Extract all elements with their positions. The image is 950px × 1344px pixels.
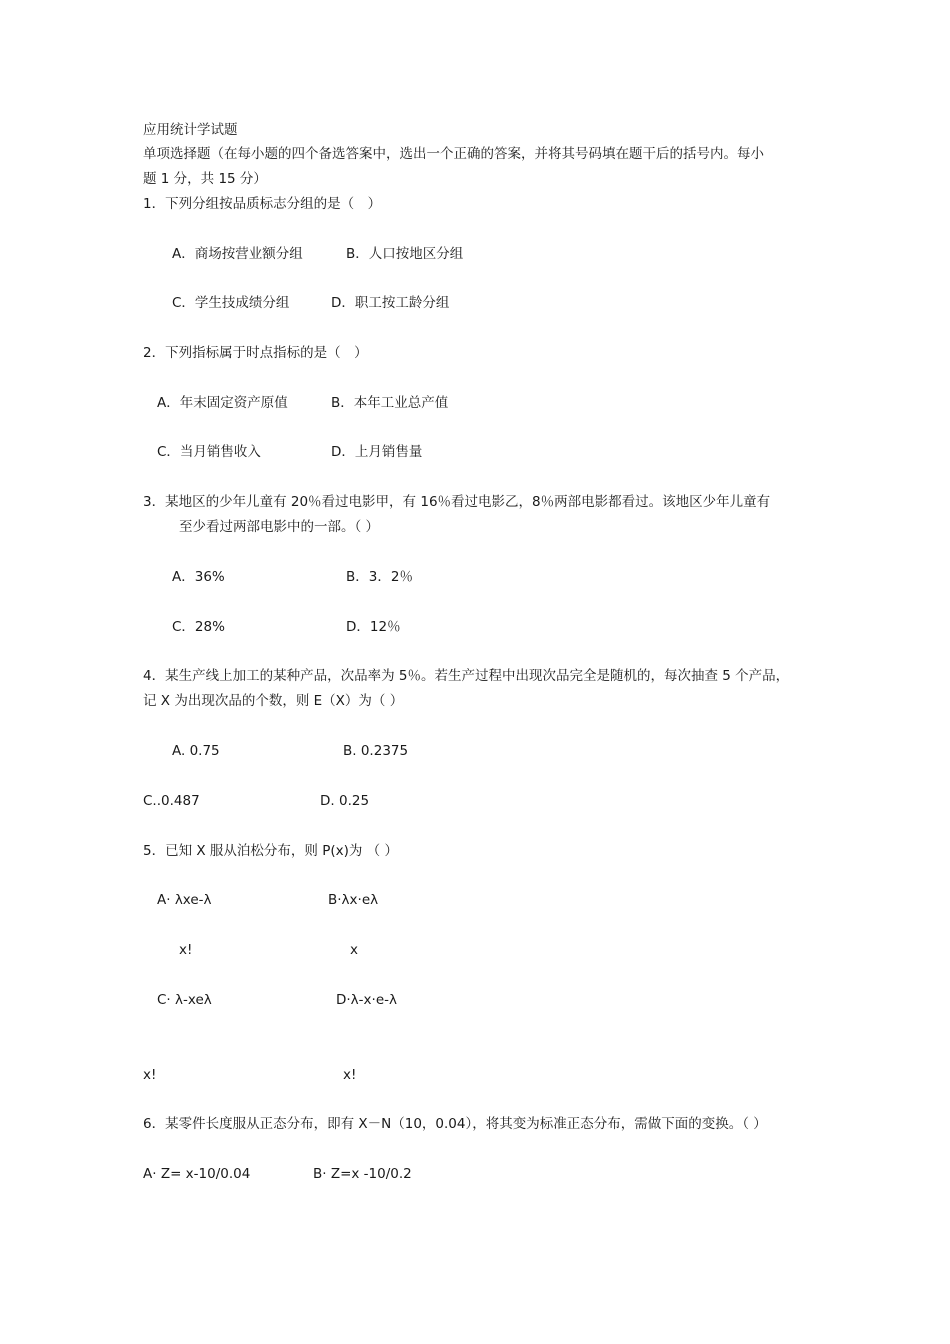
question-4-option-d: D. 0.25 — [320, 793, 370, 809]
question-3-option-d: D．12％ — [346, 619, 401, 635]
question-4-stem-line-2: 记 X 为出现次品的个数，则 E（X）为（ ） — [143, 693, 404, 709]
question-5-option-a-denominator: x! — [179, 942, 193, 958]
question-5-option-d-numerator: D·λ-x·e-λ — [336, 992, 397, 1008]
instructions-line-1: 单项选择题（在每小题的四个备选答案中，选出一个正确的答案，并将其号码填在题干后的括号内。每小 — [143, 146, 764, 162]
question-5-option-b-denominator: x — [350, 942, 358, 958]
question-1-option-a: A．商场按营业额分组 — [172, 246, 303, 262]
question-5-stem: 5．已知 X 服从泊松分布，则 P(x)为 （ ） — [143, 843, 398, 859]
question-6-option-a: A· Z= x-10/0.04 — [143, 1166, 251, 1182]
question-2-stem: 2．下列指标属于时点指标的是（ ） — [143, 345, 368, 361]
question-4-option-a: A. 0.75 — [172, 743, 220, 759]
question-1-option-b: B．人口按地区分组 — [346, 246, 464, 262]
question-2-option-a: A．年末固定资产原值 — [157, 395, 288, 411]
question-4-option-c: C..0.487 — [143, 793, 200, 809]
question-4-stem-line-1: 4．某生产线上加工的某种产品，次品率为 5％。若生产过程中出现次品完全是随机的，每次抽查 5 个产品， — [143, 668, 790, 684]
question-3-option-a: A．36% — [172, 569, 225, 585]
question-2-option-c: C．当月销售收入 — [157, 444, 261, 460]
question-3-option-b: B．3．2％ — [346, 569, 413, 585]
question-5-option-b-numerator: B·λx·eλ — [328, 892, 379, 908]
question-6-stem: 6．某零件长度服从正态分布，即有 X－N（10，0.04），将其变为标准正态分布，需做下面的变换。（ ） — [143, 1116, 767, 1132]
question-1-option-c: C．学生技成绩分组 — [172, 295, 290, 311]
question-2-option-b: B．本年工业总产值 — [331, 395, 449, 411]
question-2-option-d: D．上月销售量 — [331, 444, 423, 460]
question-3-stem-line-1: 3．某地区的少年儿童有 20％看过电影甲，有 16％看过电影乙，8％两部电影都看过。该地区少年儿童有 — [143, 494, 771, 510]
question-3-stem-line-2: 至少看过两部电影中的一部。（ ） — [179, 519, 380, 535]
question-3-option-c: C．28% — [172, 619, 225, 635]
question-5-option-a-numerator: A· λxe-λ — [157, 892, 212, 908]
instructions-line-2: 题 1 分，共 15 分） — [143, 171, 267, 187]
question-5-option-c-denominator: x! — [143, 1067, 157, 1083]
question-1-option-d: D．职工按工龄分组 — [331, 295, 450, 311]
question-4-option-b: B. 0.2375 — [343, 743, 409, 759]
question-5-option-c-numerator: C· λ-xeλ — [157, 992, 212, 1008]
question-5-option-d-denominator: x! — [343, 1067, 357, 1083]
page-title: 应用统计学试题 — [143, 122, 238, 138]
question-1-stem: 1．下列分组按品质标志分组的是（ ） — [143, 196, 382, 212]
question-6-option-b: B· Z=x -10/0.2 — [313, 1166, 412, 1182]
